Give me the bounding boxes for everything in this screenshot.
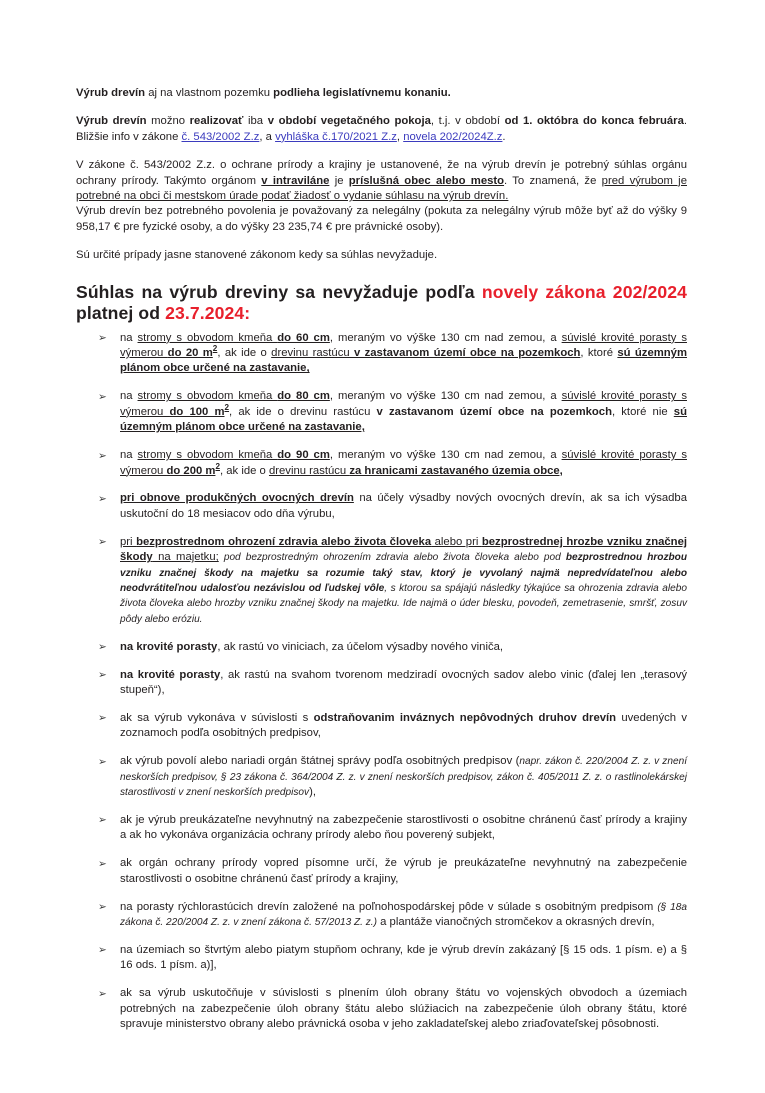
superscript: 2: [215, 461, 220, 471]
item-4-run: pri obnove produkčných ovocných drevín: [120, 492, 354, 505]
item-7-run: , ak rastú na svahom tvorenom medziradí ovocných sadov alebo vinic (ďalej len „terasový stupeň“),: [120, 668, 687, 696]
list-item: [76, 943, 687, 974]
list-item: [76, 331, 687, 377]
list-item-text: [120, 901, 687, 928]
item-3-run: drevinu rastúcu: [268, 464, 350, 477]
item-1-run: , ktoré: [580, 347, 618, 360]
arrow-bullet-icon: ➢: [98, 449, 107, 462]
page-title: [76, 282, 687, 325]
item-2-run: stromy s obvodom kmeňa: [137, 390, 278, 403]
item-3-run: za hranicami zastavaného územia obce,: [349, 464, 563, 477]
paragraph-p2-link[interactable]: č. 543/2002 Z.z: [181, 130, 260, 143]
item-14-run: ak sa výrub uskutočňuje v súvislosti s plnením úloh obrany štátu vo vojenských obvodoch a územiach potrebných na zabezpečenie úloh obrany štátu alebo slúžiacich na zabezpečenie úloh obrany štátu, ktoré spravuje ministerstvo obrany alebo právnická osoba v jeho zakladateľskej alebo zriaďovateľskej pôsobnosti.: [120, 987, 687, 1030]
item-12-run: na porasty rýchlorastúcich drevín založené na poľnohospodárskej pôde v súlade s osobitným predpisom: [120, 900, 658, 913]
item-1-run: , meraným vo výške 130 cm nad zemou, a: [329, 331, 562, 344]
item-2-run: do 100 m: [169, 405, 225, 418]
arrow-bullet-icon: ➢: [98, 944, 107, 957]
arrow-bullet-icon: ➢: [98, 390, 107, 403]
arrow-bullet-icon: ➢: [98, 669, 107, 682]
list-item-text: [120, 755, 687, 798]
item-2-run: v zastavanom území obce na pozemkoch: [376, 405, 612, 418]
paragraph-p2-run: iba: [243, 115, 268, 128]
item-13-run: na územiach so štvrtým alebo piatym stupňom ochrany, kde je výrub drevín zakázaný [§ 15 ods. 1 písm. e) a § 16 ods. 1 písm. a)],: [120, 943, 687, 972]
paragraph-p2-run: , t.j. v období: [430, 115, 505, 128]
item-1-run: v zastavanom území obce na pozemkoch: [353, 347, 581, 360]
item-2-run: , ak ide o drevinu rastúcu: [229, 405, 377, 418]
page-title-accent: 23.7.2024:: [165, 303, 251, 324]
item-5-run: bezprostrednou hrozbou vzniku značnej škody na majetku sa rozumie taký stav, ktorý je vyvolaný najmä nepredvídateľnou alebo neodvrátiteľnou udalosťou nezávislou od ľudskej vôle: [120, 552, 687, 594]
item-9-run: ak výrub povolí alebo nariadi orgán štátnej správy podľa osobitných predpisov (: [120, 755, 520, 768]
paragraph-p3: [76, 158, 687, 204]
list-item: [76, 754, 687, 800]
paragraph-p1-run: Výrub drevín: [76, 87, 146, 99]
item-5-run: pri: [120, 535, 137, 548]
item-5-run: pod bezprostredným ohrozením zdravia alebo života človeka alebo pod: [218, 552, 566, 564]
paragraph-p4-run: Výrub drevín bez potrebného povolenia je považovaný za nelegálny (pokuta za nelegálny výrub môže byť až do výšky 9 958,17 € pre fyzické osoby, a do výšky 23 235,74 € pre právnické osoby).: [76, 205, 687, 233]
list-item-text: [120, 857, 687, 884]
item-7-run: na krovité porasty: [120, 668, 221, 681]
item-9-run: napr. zákon č. 220/2004 Z. z. v znení neskorších predpisov, § 23 zákona č. 364/2004 Z. z. v znení neskorších predpisov, zákon č. 405/2011 Z. z. o rastlinolekárskej starostlivosti v znení neskorších predpisov: [120, 756, 687, 798]
paragraph-p1-run: aj na vlastnom pozemku: [145, 87, 274, 99]
item-1-run: drevinu rastúcu: [271, 347, 354, 360]
superscript: 2: [224, 403, 230, 413]
list-item: [76, 856, 687, 887]
paragraph-p3-run: v intraviláne: [261, 174, 330, 187]
paragraph-p2-run: od 1. októbra do konca februára: [504, 115, 684, 128]
item-8-run: uvedených v zoznamoch podľa osobitných predpisov,: [120, 711, 687, 740]
list-item-text: [120, 332, 687, 375]
item-6-run: , ak rastú vo viniciach, za účelom výsadby nového viniča,: [217, 640, 504, 653]
item-1-run: na: [120, 331, 138, 344]
page-title-text: Súhlas na výrub dreviny sa nevyžaduje podľa: [76, 281, 482, 302]
item-12-run: a plantáže vianočných stromčekov a okrasných drevín,: [376, 915, 655, 928]
list-item: [76, 491, 687, 522]
list-item: [76, 900, 687, 931]
arrow-bullet-icon: ➢: [98, 987, 107, 1000]
item-3-run: , ak ide o: [219, 464, 269, 477]
list-item-text: [120, 712, 687, 739]
list-item: [76, 448, 687, 479]
item-9-run: ),: [309, 786, 316, 798]
paragraph-p2-link[interactable]: novela 202/2024Z.z: [403, 130, 503, 143]
item-1-run: stromy s obvodom kmeňa: [137, 331, 278, 344]
list-item-text: [120, 641, 503, 653]
list-item-text: [120, 814, 687, 841]
arrow-bullet-icon: ➢: [98, 332, 107, 345]
paragraph-p2-run: . Bližšie info v zákone: [76, 115, 688, 143]
paragraph-p1-run: podlieha legislatívnemu konaniu.: [273, 87, 451, 99]
item-2-run: sú územným plánom obce určené na zastavanie,: [120, 405, 687, 434]
item-8-run: ak sa výrub vykonáva v súvislosti s: [120, 711, 314, 724]
paragraph-p2-run: možno: [146, 115, 190, 128]
list-item-text: [120, 944, 687, 971]
item-5-run: alebo pri: [431, 535, 482, 548]
item-1-run: do 60 cm: [277, 331, 330, 344]
item-3-run: , meraným vo výške 130 cm nad zemou, a: [329, 449, 562, 462]
arrow-bullet-icon: ➢: [98, 536, 107, 549]
list-item-text: [120, 669, 687, 696]
list-item: [76, 640, 687, 655]
paragraph-p3-run: pred výrubom je potrebné na obci či mestskom úrade podať žiadosť o vydanie súhlasu na výrub drevín.: [76, 174, 687, 203]
exemptions-list: [76, 331, 687, 1033]
superscript: 2: [212, 344, 218, 354]
arrow-bullet-icon: ➢: [98, 712, 107, 725]
arrow-bullet-icon: ➢: [98, 901, 107, 914]
item-2-run: , meraným vo výške 130 cm nad zemou, a: [329, 390, 562, 403]
item-1-run: , ak ide o: [217, 347, 272, 360]
paragraph-p2-run: , a: [259, 130, 276, 143]
intro-section: [76, 86, 687, 264]
item-4-run: na účely výsadby nových ovocných drevín, ak sa ich výsadba uskutoční do 18 mesiacov odo dňa výrubu,: [120, 492, 687, 520]
paragraph-p2-run: .: [502, 130, 506, 143]
list-item-text: [120, 449, 687, 476]
paragraph-p2-link[interactable]: vyhláška č.170/2021 Z.z: [275, 130, 397, 143]
page-title-text: platnej od: [76, 303, 166, 324]
paragraph-p2-run: ,: [396, 130, 404, 143]
page-title-accent: novely zákona 202/2024: [481, 281, 687, 302]
paragraph-p5-run: Sú určité prípady jasne stanovené zákonom kedy sa súhlas nevyžaduje.: [76, 249, 438, 262]
item-1-run: súvislé krovité porasty s výmerou: [120, 331, 687, 360]
item-3-run: do 90 cm: [277, 449, 330, 462]
item-3-run: na: [120, 449, 138, 462]
paragraph-p1: [76, 86, 687, 101]
paragraph-p4: [76, 204, 687, 235]
paragraph-p3-run: je: [329, 174, 349, 187]
item-3-run: súvislé krovité porasty s výmerou: [120, 449, 687, 477]
paragraph-p2-run: v období vegetačného pokoja: [267, 115, 431, 128]
list-item-text: [120, 492, 687, 519]
item-12-run: (§ 18a zákona č. 220/2004 Z. z. v znení zákona č. 57/2013 Z. z.): [120, 901, 687, 928]
item-1-run: sú územným plánom obce určené na zastavanie,: [120, 347, 688, 375]
arrow-bullet-icon: ➢: [98, 755, 107, 768]
list-item-text: [120, 987, 687, 1030]
item-5-run: bezprostrednom ohrození zdravia alebo života človeka: [136, 535, 432, 548]
list-item: [76, 535, 687, 627]
list-item-text: [120, 390, 687, 433]
list-item: [76, 813, 687, 844]
item-2-run: súvislé krovité porasty s výmerou: [120, 390, 687, 418]
arrow-bullet-icon: ➢: [98, 857, 107, 870]
item-5-run: bezprostrednej hrozbe vzniku značnej škody: [120, 535, 687, 564]
item-10-run: ak je výrub preukázateľne nevyhnutný na zabezpečenie starostlivosti o osobitne chránenú časť prírody a krajiny a ak ho vykonáva organizácia ochrany prírody alebo ňou poverený subjekt,: [120, 813, 687, 842]
paragraph-p3-run: V zákone č. 543/2002 Z.z. o ochrane prírody a krajiny je ustanovené, že na výrub drevín je potrebný súhlas orgánu ochrany prírody. Takýmto orgánom: [76, 159, 687, 187]
list-item: [76, 711, 687, 742]
arrow-bullet-icon: ➢: [98, 814, 107, 827]
arrow-bullet-icon: ➢: [98, 641, 107, 654]
item-8-run: odstraňovanim inváznych nepôvodných druhov drevín: [313, 711, 617, 724]
arrow-bullet-icon: ➢: [98, 492, 107, 505]
paragraph-p2-run: realizovať: [189, 115, 244, 128]
list-item-text: [120, 536, 687, 625]
item-2-run: , ktoré nie: [611, 405, 674, 418]
item-5-run: na majetku;: [152, 551, 219, 564]
list-item: [76, 986, 687, 1032]
list-item: [76, 389, 687, 435]
item-2-run: do 80 cm: [277, 390, 330, 403]
item-6-run: na krovité porasty: [120, 640, 218, 653]
item-2-run: na: [120, 390, 138, 403]
paragraph-p5: [76, 248, 687, 263]
item-1-run: do 20 m: [167, 347, 213, 360]
list-item: [76, 668, 687, 699]
item-5-run: , s ktorou sa spájajú následky týkajúce sa ohrozenia zdravia alebo života človeka alebo hrozby vzniku značnej škody na majetku. Ide najmä o úder blesku, povodeň, zemetrasenie, smršť, zosuv pôdy alebo eróziu.: [120, 582, 687, 625]
paragraph-p3-run: príslušná obec alebo mesto: [348, 174, 505, 187]
item-3-run: stromy s obvodom kmeňa: [137, 449, 278, 462]
paragraph-p2: [76, 114, 687, 145]
paragraph-p3-run: . To znamená, že: [504, 174, 602, 187]
item-11-run: ak orgán ochrany prírody vopred písomne určí, že výrub je preukázateľne nevyhnutný na zabezpečenie starostlivosti o osobitne chránenú časť prírody a krajiny,: [120, 857, 687, 885]
item-3-run: do 200 m: [166, 464, 216, 477]
paragraph-p2-run: Výrub drevín: [76, 115, 147, 128]
